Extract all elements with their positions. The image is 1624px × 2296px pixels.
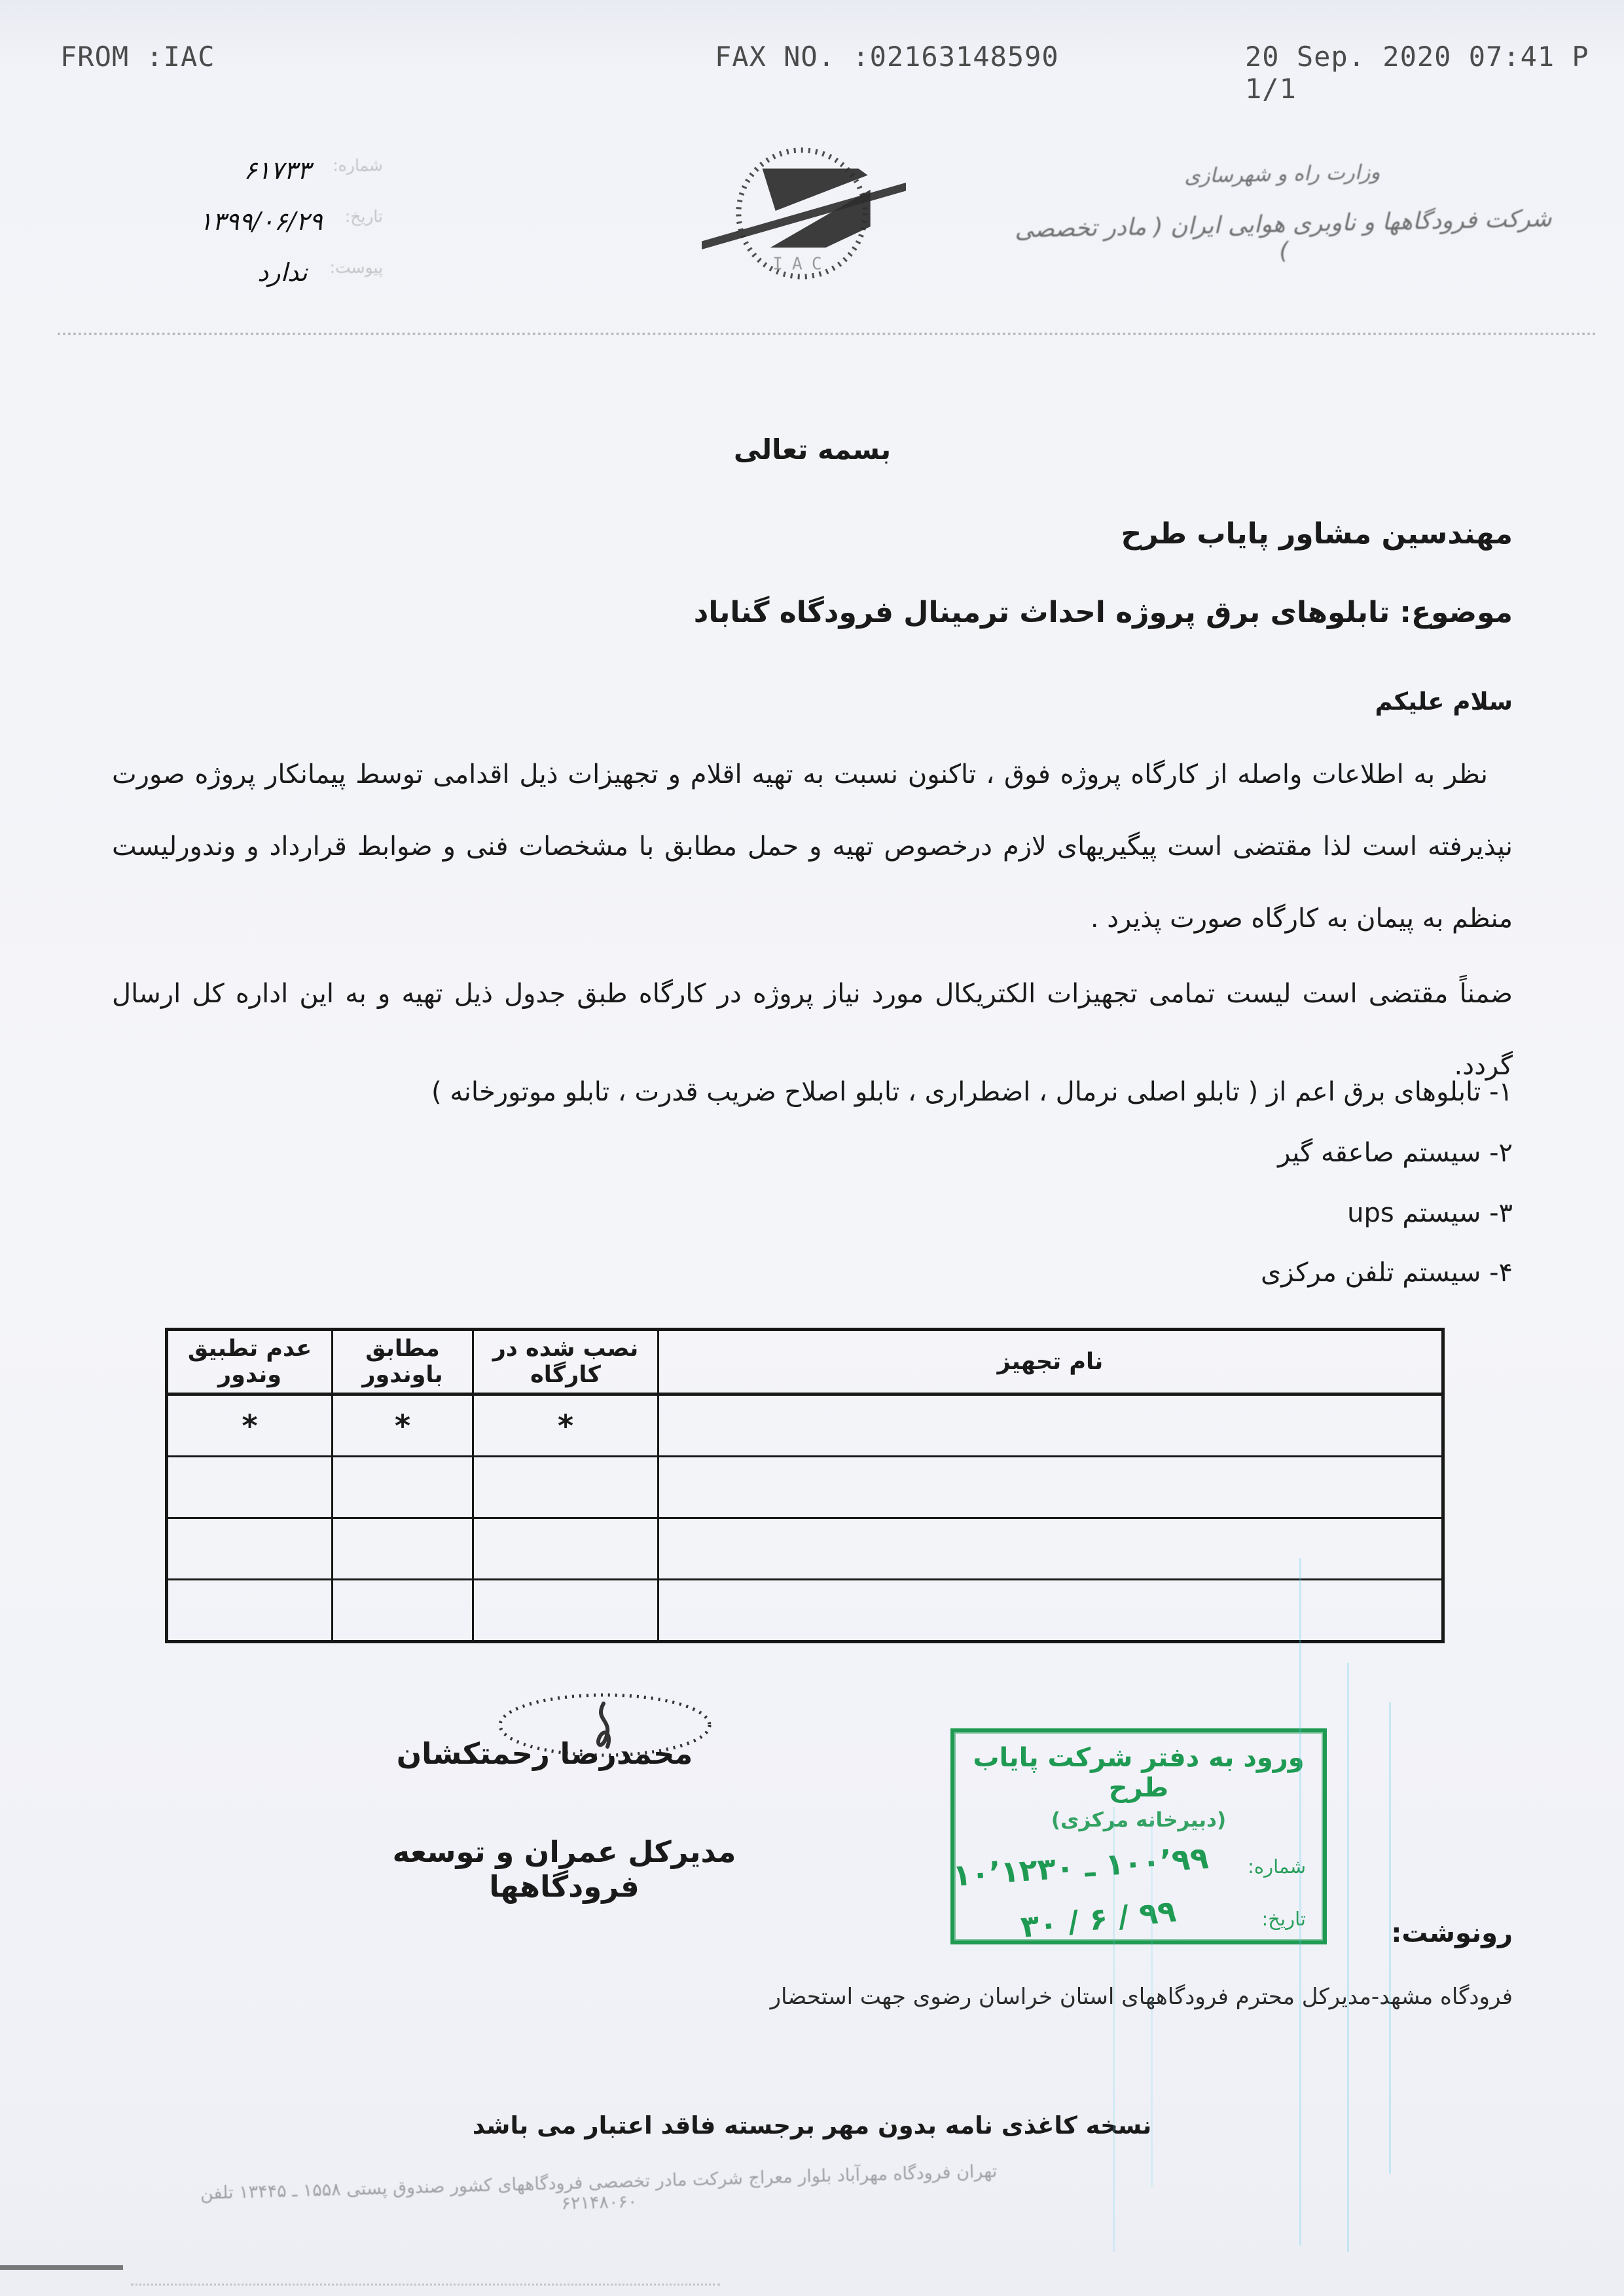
scan-streak xyxy=(1347,1663,1349,2252)
table-row xyxy=(167,1580,1443,1642)
stamp-date-value: ۹۹ / ۶ / ۳۰ xyxy=(1019,1893,1178,1945)
fax-number: FAX NO. :02163148590 xyxy=(715,41,1059,73)
body-paragraph-1: نظر به اطلاعات واصله از کارگاه پروژه فوق ، تاکنون نسبت به تهیه اقلام و تجهیزات ذیل اقدامی توسط پیمانکار پروژه صورت نپذیرفته است لذا مقتضی است پیگیریهای لازم درخصوص تهیه و حمل مطابق با مشخصات فنی و ضوابط قرارداد و وندورلیست منظم به پیمان به کارگاه صورت پذیرد . xyxy=(112,759,1513,934)
receipt-stamp xyxy=(950,1728,1327,1944)
scan-streak xyxy=(1113,1807,1115,2252)
body-paragraph-2: ضمناً مقتضی است لیست تمامی تجهیزات الکتریکال مورد نیاز پروژه در کارگاه طبق جدول ذیل تهیه و به این اداره کل ارسال گردد. xyxy=(112,979,1513,1081)
cell xyxy=(167,1518,333,1580)
table-row xyxy=(167,1394,1443,1457)
salutation: سلام علیکم xyxy=(1375,687,1513,716)
col-matches-vendor: مطابق باوندور xyxy=(333,1330,473,1394)
number-label: شماره: xyxy=(333,156,383,175)
cell xyxy=(333,1457,473,1518)
attachment-value: ندارد xyxy=(257,258,308,287)
letterhead-number-row xyxy=(98,156,383,207)
cell xyxy=(659,1518,1443,1580)
letterhead-fields xyxy=(98,156,383,309)
cell: * xyxy=(333,1394,473,1457)
list-item-4: ۴- سیستم تلفن مرکزی xyxy=(1261,1258,1513,1288)
scan-streak xyxy=(1299,1558,1301,2246)
cell xyxy=(659,1580,1443,1642)
number-value: ۶۱۷۳۳ xyxy=(244,156,311,185)
date-label: تاریخ: xyxy=(344,207,383,226)
cell: * xyxy=(167,1394,333,1457)
scan-edge-artifact xyxy=(0,2265,123,2270)
stamp-subtitle: (دبیرخانه مرکزی) xyxy=(1051,1808,1227,1832)
stamp-date-label: تاریخ: xyxy=(1261,1908,1306,1930)
cell xyxy=(473,1518,659,1580)
col-installed-on-site: نصب شده در کارگاه xyxy=(473,1330,659,1394)
stamp-number-row xyxy=(951,1840,1323,1893)
col-vendor-mismatch: عدم تطبیق وندور xyxy=(167,1330,333,1394)
svg-text:IAC: IAC xyxy=(772,254,831,274)
fax-datetime-page: 20 Sep. 2020 07:41 P 1/1 xyxy=(1245,41,1589,105)
equipment-table xyxy=(165,1328,1445,1643)
attachment-label: پیوست: xyxy=(329,258,383,277)
letterhead-divider xyxy=(58,333,1597,335)
date-value: ۱۳۹۹/۰۶/۲۹ xyxy=(198,207,323,236)
list-item-3: ۳- سیستم ups xyxy=(1347,1198,1513,1228)
fax-sender: FROM :IAC xyxy=(60,41,215,73)
letterhead-date-row xyxy=(98,207,383,258)
cell: * xyxy=(473,1394,659,1457)
table-row xyxy=(167,1457,1443,1518)
cc-recipient-line: فرودگاه مشهد-مدیرکل محترم فرودگاههای استان خراسان رضوی جهت استحضار xyxy=(770,1984,1513,2010)
address-footer: تهران فرودگاه مهرآباد بلوار معراج شرکت مادر تخصصی فرودگاههای کشور صندوق پستی ۱۵۵۸ ـ ۱۳۴۴۵ تلفن ۶۲۱۴۸۰۶۰ xyxy=(200,2161,998,2214)
iac-roundel-logo xyxy=(702,134,906,299)
validity-notice: نسخه کاغذی نامه بدون مهر برجسته فاقد اعتبار می باشد xyxy=(472,2111,1152,2140)
cc-label: رونوشت: xyxy=(1391,1918,1513,1948)
company-name: شرکت فرودگاهها و ناوبری هوایی ایران ( مادر تخصصی ) xyxy=(1014,205,1552,265)
cell xyxy=(473,1457,659,1518)
cell xyxy=(333,1518,473,1580)
cell xyxy=(167,1580,333,1642)
stamp-number-value: ۱۰۰٬۹۹ ـ ۱۰٬۱۲۳۰ xyxy=(951,1840,1210,1893)
list-item-2: ۲- سیستم صاعقه گیر xyxy=(1278,1138,1513,1168)
scan-edge-artifact xyxy=(131,2284,720,2286)
table-row xyxy=(167,1518,1443,1580)
addressee-line: مهندسین مشاور پایاب طرح xyxy=(1121,517,1513,551)
subject-line: موضوع: تابلوهای برق پروژه احداث ترمینال فرودگاه گناباد xyxy=(693,596,1513,629)
signatory-title: مدیرکل عمران و توسعه فرودگاهها xyxy=(392,1834,736,1904)
cell xyxy=(167,1457,333,1518)
scan-streak xyxy=(1151,1820,1153,2187)
letterhead-organization xyxy=(1010,156,1555,270)
cell xyxy=(473,1580,659,1642)
col-equipment-name: نام تجهیز xyxy=(659,1330,1443,1394)
cell xyxy=(333,1580,473,1642)
signatory-name: محمدرضا رحمتکشان xyxy=(396,1736,693,1771)
besmele-heading: بسمه تعالی xyxy=(733,433,892,465)
stamp-title: ورود به دفتر شرکت پایاب طرح xyxy=(973,1743,1305,1803)
cell xyxy=(659,1394,1443,1457)
letterhead-attachment-row xyxy=(98,258,383,309)
stamp-number-label: شماره: xyxy=(1248,1855,1306,1878)
ministry-name: وزارت راه و شهرسازی xyxy=(1183,160,1380,189)
table-header-row xyxy=(167,1330,1443,1394)
cell xyxy=(659,1457,1443,1518)
scan-streak xyxy=(1389,1702,1391,2174)
list-item-1: ۱- تابلوهای برق اعم از ( تابلو اصلی نرمال ، اضطراری ، تابلو اصلاح ضریب قدرت ، تابلو موتورخانه ) xyxy=(431,1077,1513,1107)
